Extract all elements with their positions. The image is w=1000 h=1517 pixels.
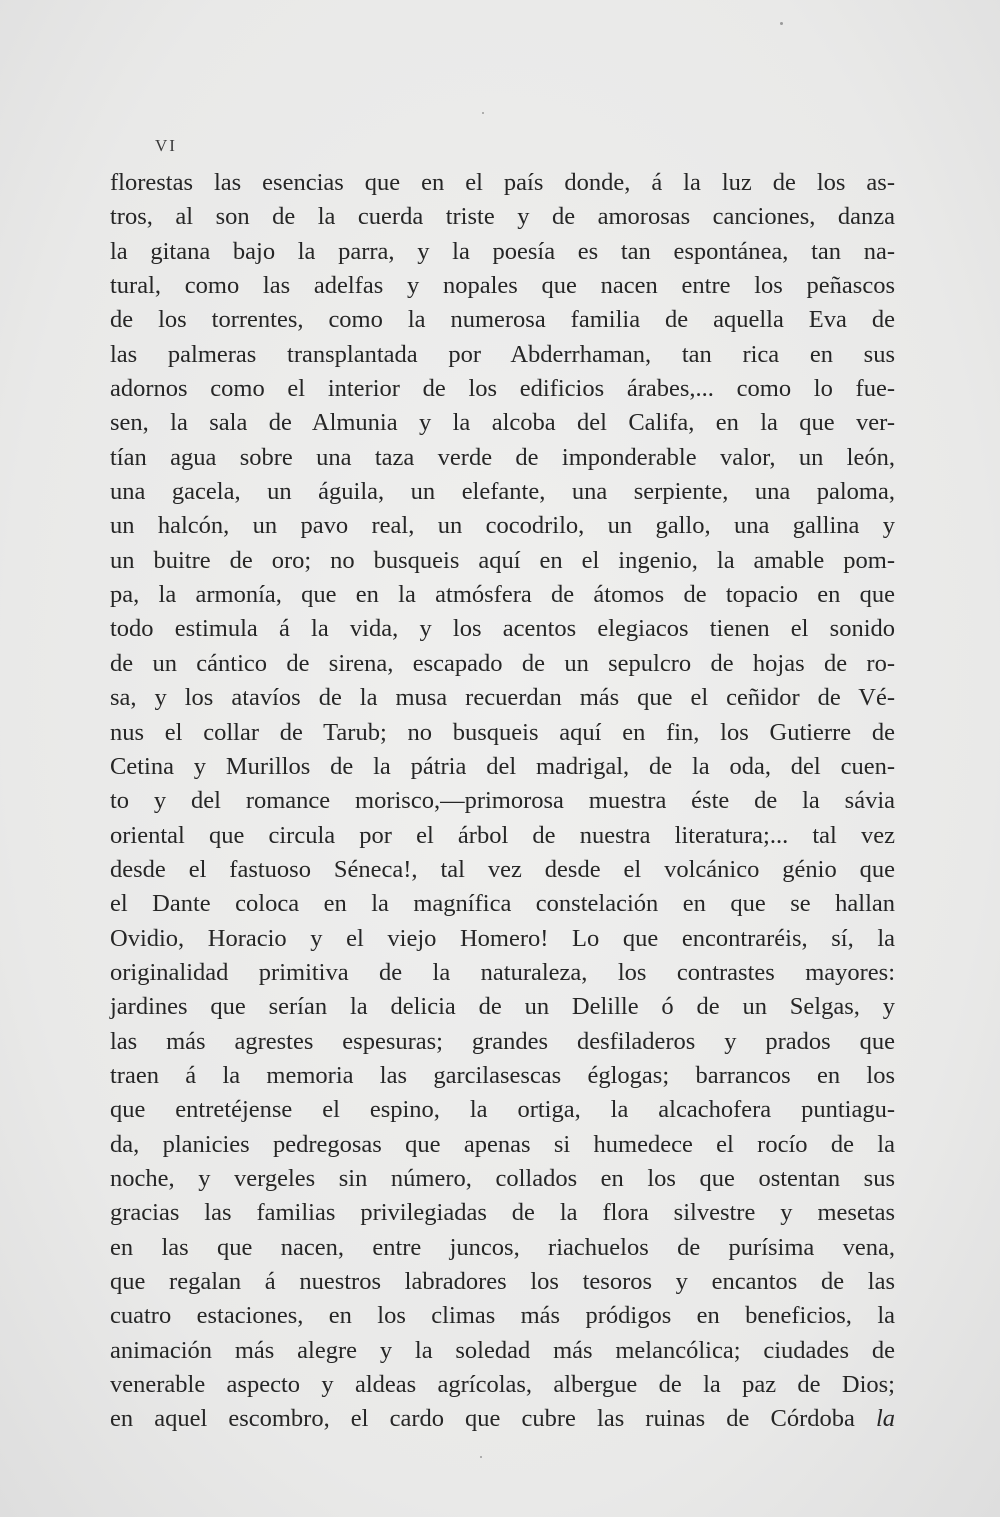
- text-line: animación más alegre y la soledad más melancólica; ciudades de: [110, 1336, 895, 1364]
- text-line: sa, y los atavíos de la musa recuerdan más que el ceñidor de Vé-: [110, 684, 895, 712]
- text-line: en las que nacen, entre juncos, riachuelos de purísima vena,: [110, 1233, 895, 1261]
- text-line: da, planicies pedregosas que apenas si humedece el rocío de la: [110, 1130, 895, 1158]
- text-line: de un cántico de sirena, escapado de un sepulcro de hojas de ro-: [110, 649, 895, 677]
- text-line: cuatro estaciones, en los climas más pródigos en beneficios, la: [110, 1302, 895, 1330]
- text-line: traen á la memoria las garcilasescas églogas; barrancos en los: [110, 1061, 895, 1089]
- text-line: desde el fastuoso Séneca!, tal vez desde el volcánico génio que: [110, 855, 895, 883]
- paper-speck: [480, 1456, 482, 1458]
- text-line: noche, y vergeles sin número, collados en los que ostentan sus: [110, 1164, 895, 1192]
- text-line: gracias las familias privilegiadas de la flora silvestre y mesetas: [110, 1199, 895, 1227]
- text-line: venerable aspecto y aldeas agrícolas, albergue de la paz de Dios;: [110, 1371, 895, 1399]
- text-line: todo estimula á la vida, y los acentos elegiacos tienen el sonido: [110, 615, 895, 643]
- text-line: adornos como el interior de los edificios árabes,... como lo fue-: [110, 375, 895, 403]
- paper-speck: [780, 22, 783, 25]
- text-line: las más agrestes espesuras; grandes desfiladeros y prados que: [110, 1027, 895, 1055]
- text-line: tural, como las adelfas y nopales que nacen entre los peñascos: [110, 272, 895, 300]
- text-line: que regalan á nuestros labradores los tesoros y encantos de las: [110, 1268, 895, 1295]
- text-line: sen, la sala de Almunia y la alcoba del Califa, en la que ver-: [110, 409, 895, 437]
- body-text: [110, 166, 895, 1437]
- text-line: las palmeras transplantada por Abderrhaman, tan rica en sus: [110, 340, 895, 368]
- text-line: florestas las esencias que en el país donde, á la luz de los as-: [110, 169, 895, 196]
- text-line: originalidad primitiva de la naturaleza, los contrastes mayores:: [110, 958, 895, 986]
- text-line: un halcón, un pavo real, un cocodrilo, un gallo, una gallina y: [110, 512, 895, 540]
- text-line: pa, la armonía, que en la atmósfera de átomos de topacio en que: [110, 581, 895, 609]
- text-line: una gacela, un águila, un elefante, una serpiente, una paloma,: [110, 478, 895, 506]
- text-line: tros, al son de la cuerda triste y de amorosas canciones, danza: [110, 203, 895, 231]
- text-line: un buitre de oro; no busqueis aquí en el ingenio, la amable pom-: [110, 546, 895, 574]
- text-line: de los torrentes, como la numerosa familia de aquella Eva de: [110, 306, 895, 334]
- text-line: el Dante coloca en la magnífica constelación en que se hallan: [110, 890, 895, 918]
- text-line: la gitana bajo la parra, y la poesía es tan espontánea, tan na-: [110, 237, 895, 265]
- text-line: tían agua sobre una taza verde de imponderable valor, un león,: [110, 443, 895, 471]
- text-line: oriental que circula por el árbol de nuestra literatura;... tal vez: [110, 821, 895, 849]
- text-line: jardines que serían la delicia de un Delille ó de un Selgas, y: [110, 993, 895, 1021]
- text-line: nus el collar de Tarub; no busqueis aquí en fin, los Gutierre de: [110, 718, 895, 746]
- paper-speck: [482, 112, 484, 114]
- italic-word: la: [875, 1405, 896, 1433]
- text-line: que entretéjense el espino, la ortiga, la alcachofera puntiagu-: [110, 1096, 895, 1124]
- text-line: to y del romance morisco,—primorosa muestra éste de la sávia: [110, 787, 895, 815]
- text-line: Cetina y Murillos de la pátria del madrigal, de la oda, del cuen-: [110, 752, 895, 780]
- page-number: VI: [155, 136, 177, 155]
- text-line: Ovidio, Horacio y el viejo Homero! Lo que encontraréis, sí, la: [110, 924, 895, 952]
- text-line-last-main: en aquel escombro, el cardo que cubre las ruinas de Córdoba: [110, 1405, 855, 1433]
- text-line-last: [110, 1402, 895, 1436]
